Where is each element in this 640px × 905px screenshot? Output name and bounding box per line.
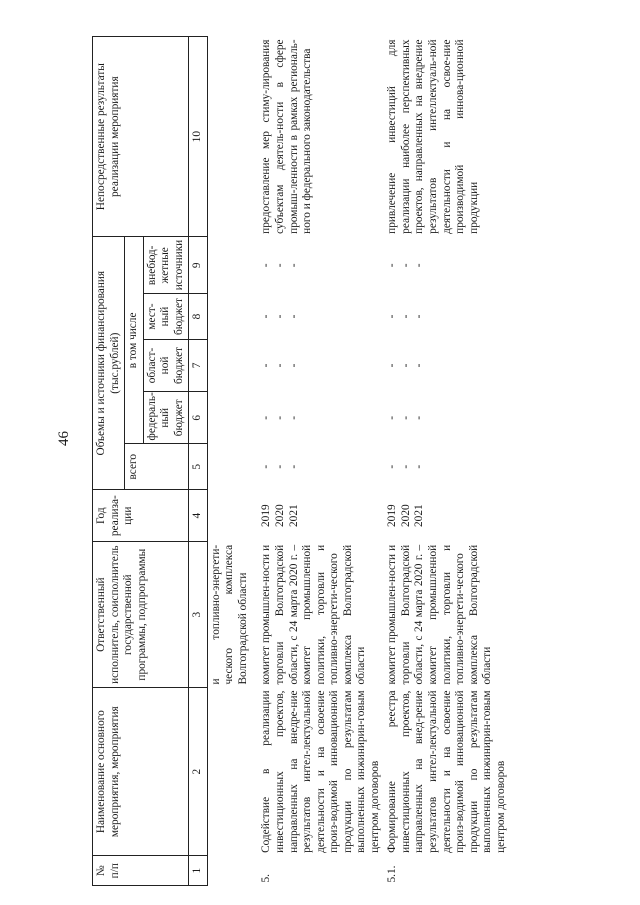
row-total: [384, 444, 510, 490]
table-row: [384, 37, 510, 886]
year-value: 2019: [386, 504, 399, 527]
row-years: [384, 490, 510, 542]
row-years: [258, 490, 384, 542]
header-result: Непосредственные результаты реализации мероприятия: [93, 37, 189, 237]
index-cell: 8: [189, 294, 208, 340]
value-cell: -: [413, 363, 426, 368]
value-cell: -: [413, 415, 426, 420]
value-cell: -: [260, 363, 273, 368]
index-cell: 4: [189, 490, 208, 542]
index-cell: 1: [189, 856, 208, 886]
value-cell: -: [260, 314, 273, 319]
year-value: 2021: [413, 504, 426, 527]
value-cell: -: [274, 464, 287, 469]
index-cell: 3: [189, 542, 208, 688]
row-total: [258, 444, 384, 490]
index-cell: 10: [189, 37, 208, 237]
page-number: 46: [56, 431, 72, 446]
header-total: всего: [125, 444, 189, 490]
continuation-row: [207, 37, 258, 886]
row-result: предоставление мер стиму-лирования субъектам деятель-ности в сфере промыш-ленности в рамках региональ-ного и федерального законодательства: [260, 39, 314, 234]
index-cell: 2: [189, 688, 208, 856]
value-cell: -: [287, 415, 300, 420]
value-cell: -: [260, 415, 273, 420]
index-cell: 5: [189, 444, 208, 490]
value-cell: -: [413, 464, 426, 469]
row-local: [258, 294, 384, 340]
index-cell: 6: [189, 392, 208, 444]
value-cell: -: [386, 263, 399, 268]
year-value: 2021: [287, 504, 300, 527]
value-cell: -: [274, 363, 287, 368]
value-cell: -: [287, 464, 300, 469]
header-federal: федераль-ный бюджет: [143, 392, 189, 444]
header-name: Наименование основного мероприятия, мероприятия: [93, 688, 189, 856]
value-cell: -: [386, 314, 399, 319]
header-executor: Ответственный исполнитель, соисполнитель государственной программы, подпрограммы: [93, 542, 189, 688]
value-cell: -: [274, 314, 287, 319]
value-cell: -: [399, 464, 412, 469]
value-cell: -: [413, 314, 426, 319]
year-value: 2019: [260, 504, 273, 527]
value-cell: -: [260, 263, 273, 268]
value-cell: -: [386, 415, 399, 420]
value-cell: -: [287, 263, 300, 268]
index-cell: 7: [189, 339, 208, 391]
row-federal: [258, 392, 384, 444]
index-cell: 9: [189, 237, 208, 294]
value-cell: -: [274, 415, 287, 420]
continuation-executor: и топливно-энергети-ческого комплекса Волгоградской области: [209, 544, 249, 685]
row-extrabudget: [258, 237, 384, 294]
value-cell: -: [287, 363, 300, 368]
value-cell: -: [399, 314, 412, 319]
row-extrabudget: [384, 237, 510, 294]
header-extrabudget: внебюд-жетные источники: [143, 237, 189, 294]
year-value: 2020: [399, 504, 412, 527]
row-number: 5.: [260, 874, 273, 883]
header-year: Год реализа-ции: [93, 490, 189, 542]
row-result: привлечение инвестиций для реализации наиболее перспективных проектов, направленных на внедрение результатов интеллектуаль-ной деятельности и на освое-ние производимой иннова-ционной продукции: [386, 39, 480, 234]
header-including: в том числе: [125, 237, 144, 444]
program-table: [92, 36, 510, 886]
row-executor: комитет промышлен-ности и торговли Волгоградской области, с 24 марта 2020 г. – комитет промышленной политики, торговли и топливно-энергети-ческого комплекса Волгоградской области: [260, 544, 368, 685]
value-cell: -: [413, 263, 426, 268]
header-no: № п/п: [93, 856, 189, 886]
value-cell: -: [287, 314, 300, 319]
row-name: Формирование реестра инвестиционных проектов, направленных на внед-рение результатов интел-лектуальной деятельности и на освоение произ-водимой инновационной продукции по результатам выполненных инжинирин-говым центром договоров: [386, 690, 507, 853]
table-row: [258, 37, 384, 886]
row-executor: комитет промышлен-ности и торговли Волгоградской области, с 24 марта 2020 г. – комитет промышленной политики, торговли и топливно-энергети-ческого комплекса Волгоградской области: [386, 544, 494, 685]
header-regional: област-ной бюджет: [143, 339, 189, 391]
row-federal: [384, 392, 510, 444]
value-cell: -: [399, 363, 412, 368]
row-regional: [384, 339, 510, 391]
header-local: мест-ный бюджет: [143, 294, 189, 340]
row-regional: [258, 339, 384, 391]
value-cell: -: [386, 363, 399, 368]
rotated-table-container: [92, 36, 612, 886]
row-local: [384, 294, 510, 340]
year-value: 2020: [274, 504, 287, 527]
value-cell: -: [260, 464, 273, 469]
row-number: 5.1.: [386, 865, 399, 883]
value-cell: -: [399, 263, 412, 268]
header-volume: Объемы и источники финансирования (тыс.рублей): [93, 237, 125, 490]
value-cell: -: [274, 263, 287, 268]
value-cell: -: [386, 464, 399, 469]
row-name: Содействие в реализации инвестиционных проектов, направленных на внедре-ние результатов интел-лектуальной деятельности и на освоение произ-водимой инновационной продукции по результатам выполненных инжинирин-говым центром договоров: [260, 690, 381, 853]
value-cell: -: [399, 415, 412, 420]
